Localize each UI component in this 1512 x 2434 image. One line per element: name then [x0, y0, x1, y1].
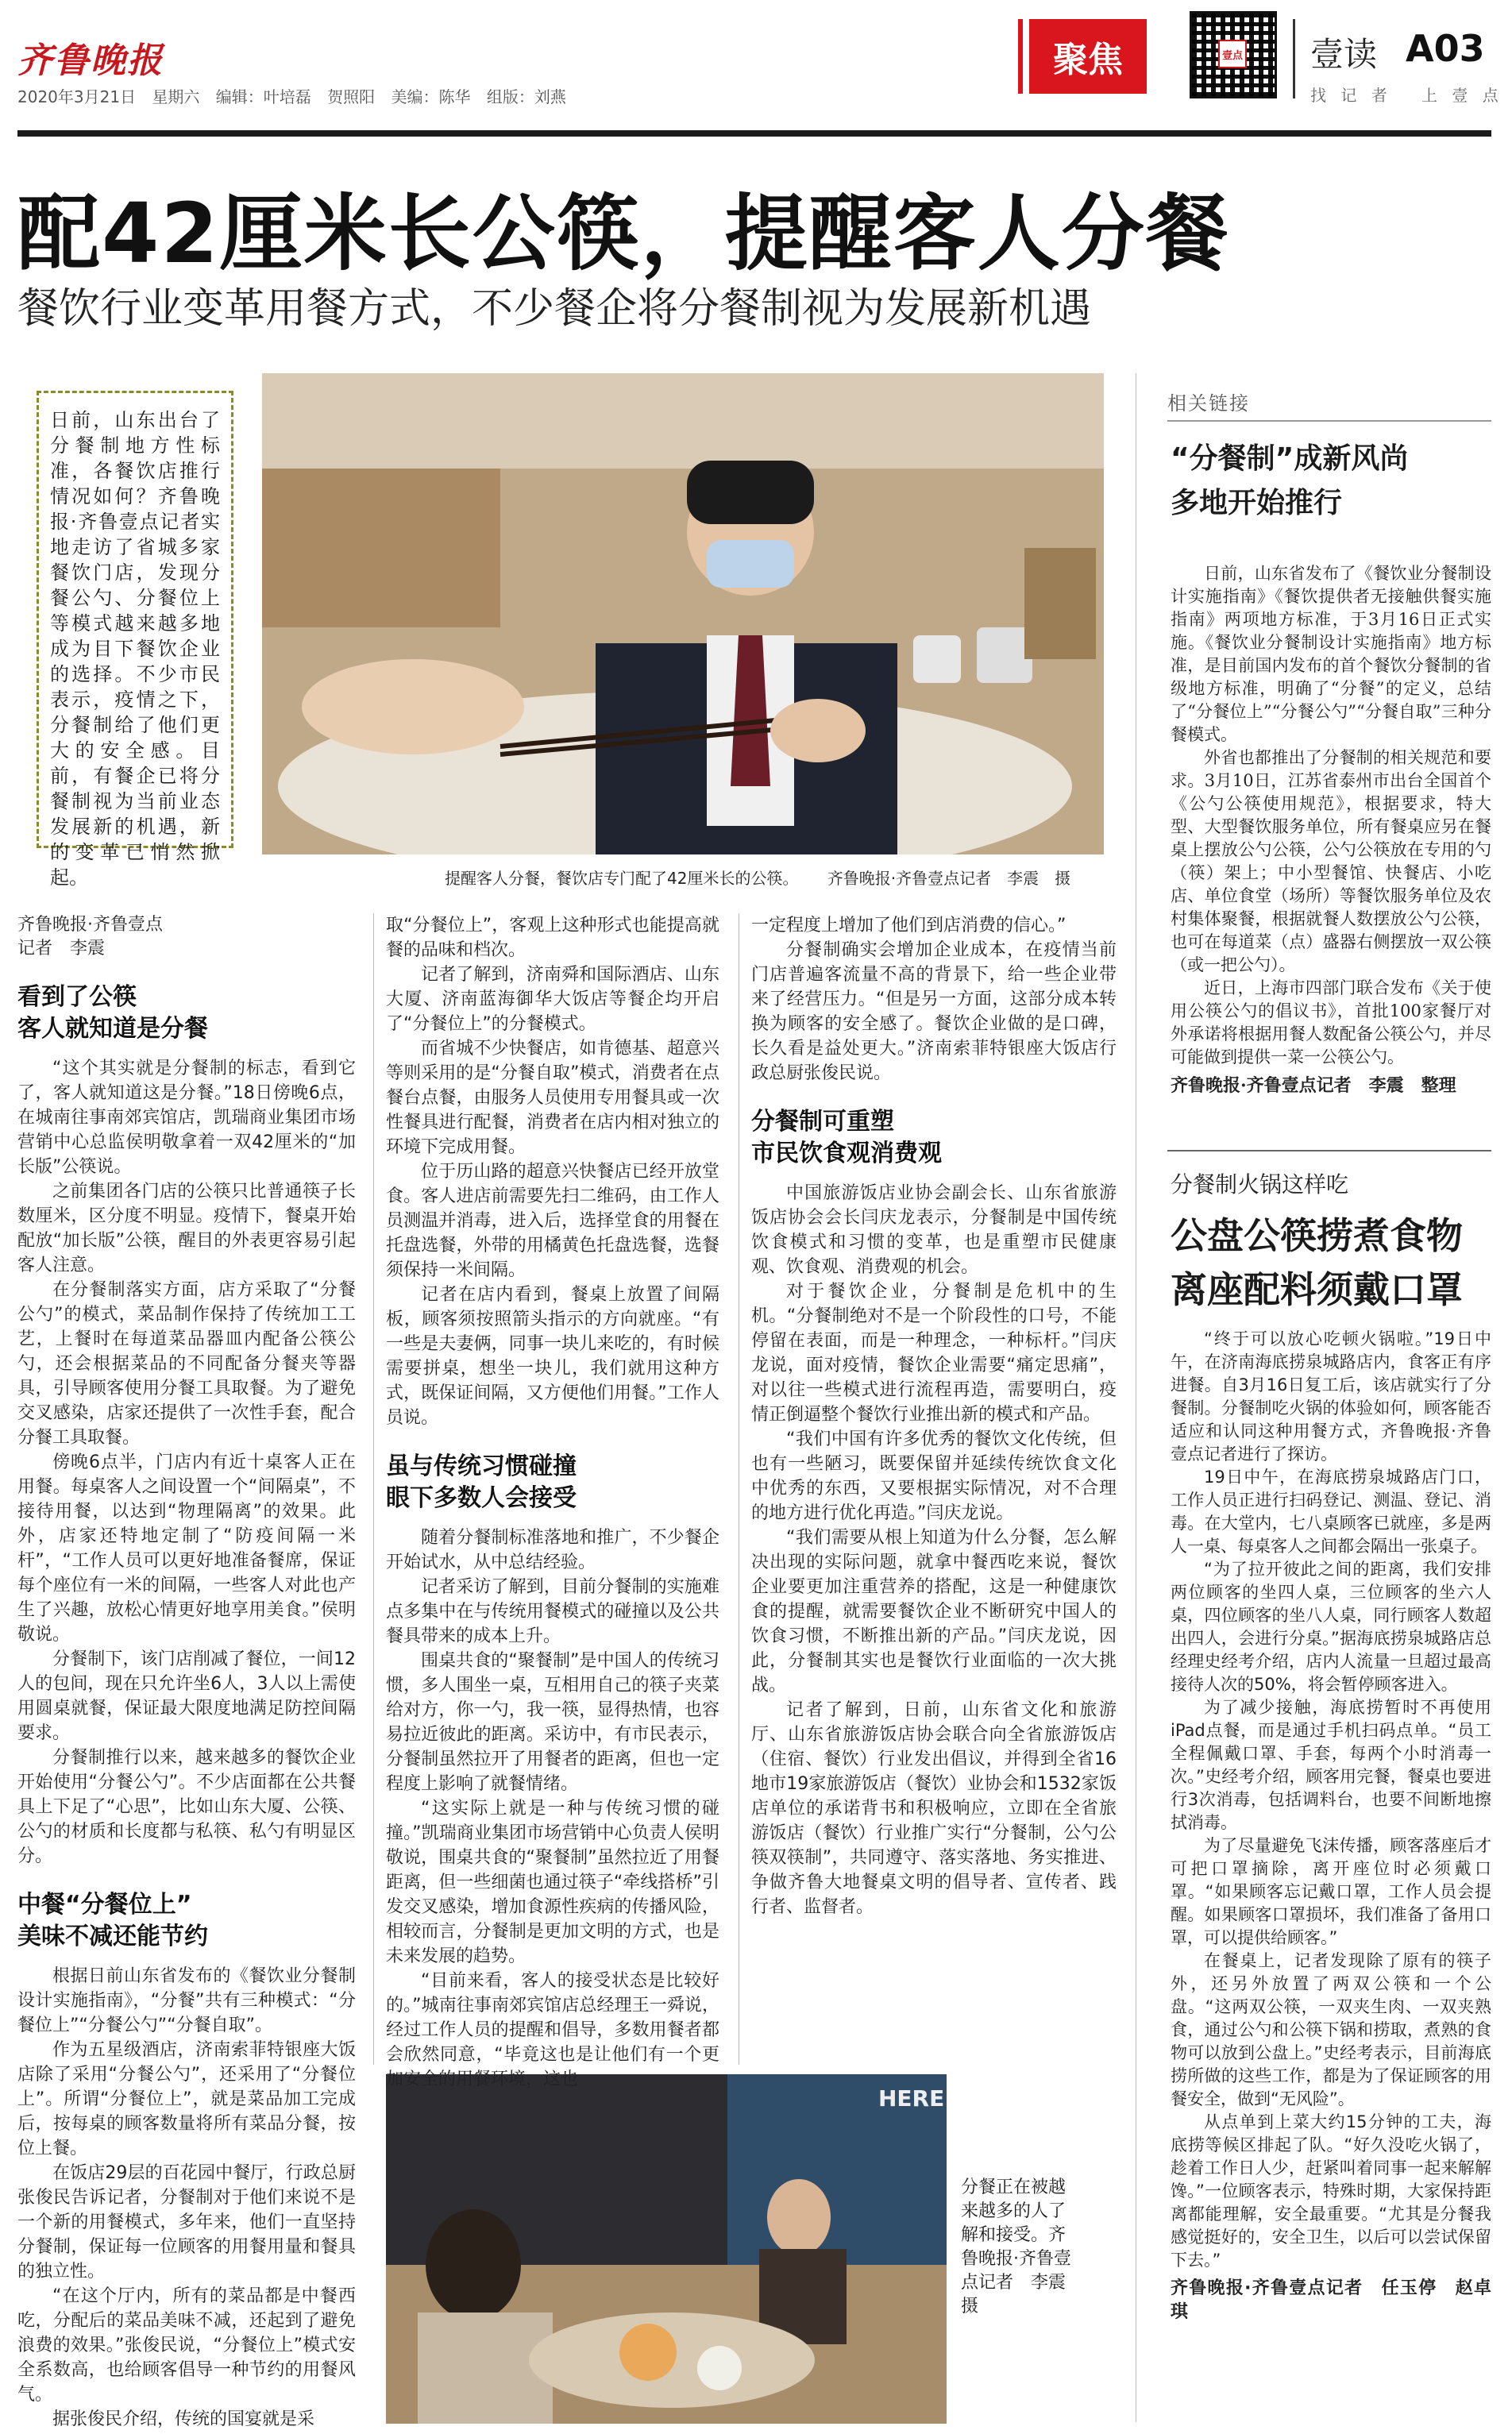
- photo1-caption: [445, 866, 1070, 889]
- column-1: [17, 913, 356, 2432]
- paragraph: 在分餐制落实方面，店方采取了“分餐公勺”的模式，菜品制作保持了传统加工工艺，上餐时在每道菜品器皿内配备公筷公勺，还会根据菜品的不同配备分餐夹等器具，引导顾客使用分餐工具取餐。为了避免交叉感染，店家还提供了一次性手套，配合分餐工具取餐。: [17, 1280, 356, 1448]
- paragraph: “终于可以放心吃顿火锅啦。”19日中午，在济南海底捞泉城路店内，食客正有序进餐。自3月16日复工后，该店就实行了分餐制。分餐制吃火锅的体验如何，顾客能否适应和认同这种用餐方式，齐鲁晚报·齐鲁壹点记者进行了探访。: [1171, 1329, 1491, 1464]
- paragraph: 记者采访了解到，目前分餐制的实施难点多集中在与传统用餐模式的碰撞以及公共餐具带来的成本上升。: [386, 1577, 719, 1646]
- paragraph: 日前，山东省发布了《餐饮业分餐制设计实施指南》《餐饮提供者无接触供餐实施指南》两项地方标准，于3月16日正式实施。《餐饮业分餐制设计实施指南》地方标准，是目前国内发布的首个餐饮分餐制的省级地方标准，明确了“分餐”的定义，总结了“分餐位上”“分餐公勺”“分餐自取”三种分餐模式。: [1171, 564, 1491, 744]
- paragraph: 分餐制推行以来，越来越多的餐饮企业开始使用“分餐公勺”。不少店面都在公共餐具上下足了“心思”，比如山东大厦、公筷、公勺的材质和长度都与私筷、私勺有明显区分。: [17, 1748, 356, 1866]
- qr-center-label: 壹点: [1218, 40, 1247, 68]
- sidebar-sign-1: 齐鲁晚报·齐鲁壹点记者 李震 整理: [1171, 1075, 1456, 1096]
- column-rule-1: [373, 913, 374, 2065]
- paragraph: “我们中国有许多优秀的餐饮文化传统，但也有一些陋习，既要保留并延续传统饮食文化中优秀的东西，又要根据实际情况，对不合理的地方进行优化再造。”闫庆龙说。: [751, 1429, 1117, 1523]
- col1-heading-1: 看到了公筷 客人就知道是分餐: [17, 983, 208, 1043]
- photo1-caption-text: 提醒客人分餐，餐饮店专门配了42厘米长的公筷。: [445, 869, 799, 888]
- sidebar-kicker-2: 分餐制火锅这样吃: [1171, 1171, 1349, 1198]
- paragraph: 在饭店29层的百花园中餐厅，行政总厨张俊民告诉记者，分餐制对于他们来说不是一个新的用餐模式，多年来，他们一直坚持分餐制，保证每一位顾客的用餐用量和餐具的独立性。: [17, 2163, 356, 2282]
- col3-heading-1: 分餐制可重塑 市民饮食观消费观: [751, 1108, 942, 1167]
- issue-weekday: 星期六: [152, 87, 200, 106]
- photo2-caption: 分餐正在被越来越多的人了解和接受。齐鲁晚报·齐鲁壹点记者 李震 摄: [961, 2177, 1084, 2316]
- paragraph: 对于餐饮企业，分餐制是危机中的生机。“分餐制绝对不是一个阶段性的口号，不能停留在表面，而是一种理念，一种标杆。”闫庆龙说，面对疫情，餐饮企业需要“痛定思痛”，对以往一些模式进行流程再造，需要明白，疫情正倒逼整个餐饮行业推出新的模式和产品。: [751, 1282, 1117, 1425]
- photo-illustration: [262, 373, 1104, 854]
- paragraph: 根据日前山东省发布的《餐饮业分餐制设计实施指南》，“分餐”共有三种模式：“分餐位上”“分餐公勺”“分餐自取”。: [17, 1966, 356, 2035]
- paragraph: 为了减少接触，海底捞暂时不再使用iPad点餐，而是通过手机扫码点单。“员工全程佩戴口罩、手套，每两个小时消毒一次。”史经考介绍，顾客用完餐，餐桌也要进行3次消毒，包括调料台，也要不间断地擦拭消毒。: [1171, 1698, 1491, 1832]
- sidebar-story-2: [1171, 1328, 1491, 2324]
- column-2: [386, 913, 719, 2092]
- sidebar-sign-2: 齐鲁晚报·齐鲁壹点记者 任玉停 赵卓琪: [1171, 2278, 1491, 2322]
- photo1-credit: 齐鲁晚报·齐鲁壹点记者 李震 摄: [827, 869, 1071, 888]
- section-name: 壹读: [1310, 35, 1378, 74]
- paragraph: 分餐制确实会增加企业成本，在疫情当前门店普遍客流量不高的背景下，给一些企业带来了经营压力。“但是另一方面，这部分成本转换为顾客的安全感了。餐饮企业做的是口碑，长久看是益处更大。”济南索菲特银座大饭店行政总厨张俊民说。: [751, 940, 1117, 1083]
- photo2-sign: HERE: [878, 2085, 945, 2112]
- paragraph: 从点单到上菜大约15分钟的工夫，海底捞等候区排起了队。“好久没吃火锅了，趁着工作日人少，赶紧叫着同事一起来解解馋。”一位顾客表示，特殊时期，大家保持距离都能理解，安全最重要。“尤其是分餐我感觉挺好的，安全卫生，以后可以尝试保留下去。”: [1171, 2112, 1491, 2270]
- art-credit: 美编：陈华: [391, 87, 471, 106]
- photo-diners: [386, 2074, 947, 2424]
- paragraph: 傍晚6点半，门店内有近十桌客人正在用餐。每桌客人之间设置一个“间隔桌”，不接待用餐，以达到“物理隔离”的效果。此外，店家还特地定制了“防疫间隔一米杆”，“工作人员可以更好地准备餐席，保证每个座位有一米的间隔，一些客人对此也产生了兴趣，放松心情更好地享用美食。”侯明敬说。: [17, 1452, 356, 1645]
- issue-date: 2020年3月21日: [17, 87, 137, 106]
- subtag-right: 上 壹 点: [1421, 86, 1503, 105]
- paragraph: “为了拉开彼此之间的距离，我们安排两位顾客的坐四人桌，三位顾客的坐六人桌，四位顾客的坐八人桌，同行顾客人数超出四人，会进行分桌。”据海底捞泉城路店总经理史经考介绍，店内人流量一旦超过最高接待人次的50%，将会暂停顾客进入。: [1171, 1560, 1491, 1694]
- paragraph: “我们需要从根上知道为什么分餐，怎么解决出现的实际问题，就拿中餐西吃来说，餐饮企业要更加注重营养的搭配，这是一种健康饮食的提醒，就需要餐饮企业不断研究中国人的饮食习惯，不断推出新的产品。”闫庆龙说，因此，分餐制其实也是餐饮行业面临的一次大挑战。: [751, 1528, 1117, 1695]
- col1-byline: 齐鲁晚报·齐鲁壹点 记者 李震: [17, 915, 163, 959]
- sidebar-title-2: 公盘公筷捞煮食物 离座配料须戴口罩: [1171, 1214, 1463, 1311]
- photo2-illustration: [386, 2074, 947, 2424]
- paragraph: “在这个厅内，所有的菜品都是中餐西吃，分配后的菜品美味不减，还起到了避免浪费的效果。”张俊民说，“分餐位上”模式安全系数高，也给顾客倡导一种节约的用餐风气。: [17, 2286, 356, 2405]
- dateline: [17, 84, 577, 107]
- sidebar-divider: [1167, 1150, 1491, 1151]
- sub-headline: 餐饮行业变革用餐方式，不少餐企将分餐制视为发展新机遇: [17, 285, 1092, 333]
- paragraph: 外省也都推出了分餐制的相关规范和要求。3月10日，江苏省泰州市出台全国首个《公勺公筷使用规范》，根据要求，特大型、大型餐饮服务单位，所有餐桌应另在餐桌上摆放公勺公筷，公勺公筷放在专用的勺（筷）架上；中小型餐馆、快餐店、小吃店、单位食堂（场所）等餐饮服务单位及农村集体聚餐，根据就餐人数摆放公勺公筷，也可在每道菜（点）盛器右侧摆放一双公筷（或一把公勺）。: [1171, 748, 1491, 974]
- header-divider: [1293, 19, 1295, 98]
- proof-credit: 贺照阳: [327, 87, 376, 106]
- sidebar-title-1: “分餐制”成新风尚 多地开始推行: [1171, 442, 1409, 519]
- photo-waiter-chopsticks: [262, 373, 1104, 854]
- paragraph: 记者在店内看到，餐桌上放置了间隔板，顾客须按照箭头指示的方向就座。“有一些是夫妻俩，同事一块儿来吃的，有时候需要拼桌，想坐一块儿，我们就用这种方式，既保证间隔，又方便他们用餐。”工作人员说。: [386, 1285, 719, 1428]
- layout-credit: 组版：刘燕: [486, 87, 566, 106]
- paragraph: 而省城不少快餐店，如肯德基、超意兴等则采用的是“分餐自取”模式，消费者在点餐台点餐，由服务人员使用专用餐具或一次性餐具进行配餐，消费者在店内相对独立的环境下完成用餐。: [386, 1039, 719, 1157]
- column-3: [751, 913, 1117, 1919]
- paragraph: 位于历山路的超意兴快餐店已经开放堂食。客人进店前需要先扫二维码，由工作人员测温并消毒，进入后，选择堂食的用餐在托盘选餐，外带的用橘黄色托盘选餐，选餐须保持一米间隔。: [386, 1162, 719, 1280]
- lead-box: 日前，山东出台了分餐制地方性标准，各餐饮店推行情况如何？齐鲁晚报·齐鲁壹点记者实地走访了省城多家餐饮门店，发现分餐公勺、分餐位上等模式越来越多地成为目下餐饮企业的选择。不少市民表示，疫情之下，分餐制给了他们更大的安全感。目前，有餐企已将分餐制视为当前业态发展新的机遇，新的变革已悄然掀起。: [37, 391, 233, 848]
- paragraph: 一定程度上增加了他们到店消费的信心。”: [751, 916, 1066, 935]
- header-rule: [17, 130, 1491, 137]
- col2-heading-1: 虽与传统习惯碰撞 眼下多数人会接受: [386, 1452, 577, 1512]
- paragraph: 围桌共食的“聚餐制”是中国人的传统习惯，多人围坐一桌，互相用自己的筷子夹菜给对方，你一勺，我一筷，显得热情，也容易拉近彼此的距离。采访中，有市民表示，分餐制虽然拉开了用餐者的距离，但也一定程度上影响了就餐情绪。: [386, 1651, 719, 1794]
- paragraph: 据张俊民介绍，传统的国宴就是采: [52, 2409, 315, 2429]
- page-number: A03: [1406, 27, 1485, 70]
- editor-credit: 编辑：叶培磊: [215, 87, 311, 106]
- focus-tag: 聚焦: [1029, 19, 1147, 94]
- paragraph: 取“分餐位上”，客观上这种形式也能提高就餐的品味和档次。: [386, 916, 719, 960]
- related-link-label: 相关链接: [1167, 388, 1491, 422]
- paragraph: 作为五星级酒店，济南索菲特银座大饭店除了采用“分餐公勺”，还采用了“分餐位上”。所谓“分餐位上”，就是菜品加工完成后，按每桌的顾客数量将所有菜品分餐，按位上餐。: [17, 2040, 356, 2158]
- paragraph: 在餐桌上，记者发现除了原有的筷子外，还另外放置了两双公筷和一个公盘。“这两双公筷，一双夹生肉、一双夹熟食，通过公勺和公筷下锅和捞取，煮熟的食物可以放到公盘上。”史经考表示，目前海底捞所做的这些工作，都是为了保证顾客的用餐安全，做到“无风险”。: [1171, 1951, 1491, 2108]
- subtag-left: 找 记 者: [1310, 86, 1392, 105]
- paragraph: 为了尽量避免飞沫传播，顾客落座后才可把口罩摘除，离开座位时必须戴口罩。“如果顾客忘记戴口罩，工作人员会提醒。如果顾客口罩损坏，我们准备了备用口罩，可以提供给顾客。”: [1171, 1836, 1491, 1947]
- paragraph: 分餐制下，该门店削减了餐位，一间12人的包间，现在只允许坐6人，3人以上需使用圆桌就餐，保证最大限度地满足防控间隔要求。: [17, 1649, 356, 1743]
- paragraph: 19日中午，在海底捞泉城路店门口，工作人员正进行扫码登记、测温、登记、消毒。在大堂内，七八桌顾客已就座，多是两人一桌、每桌客人之间都会隔出一张桌子。: [1171, 1468, 1491, 1556]
- paragraph: 随着分餐制标准落地和推广，不少餐企开始试水，从中总结经验。: [386, 1528, 719, 1572]
- paragraph: “这个其实就是分餐制的标志，看到它了，客人就知道这是分餐。”18日傍晚6点，在城南往事南郊宾馆店，凯瑞商业集团市场营销中心总监侯明敬拿着一双42厘米的“加长版”公筷说。: [17, 1059, 356, 1177]
- sidebar-story-1: [1171, 562, 1491, 1097]
- paragraph: “目前来看，客人的接受状态是比较好的。”城南往事南郊宾馆店总经理王一舜说，经过工作人员的提醒和倡导，多数用餐者都会欣然同意，“毕竟这也是让他们有一个更加安全的用餐环境，这也: [386, 1971, 719, 2089]
- paragraph: 记者了解到，济南舜和国际酒店、山东大厦、济南蓝海御华大饭店等餐企均开启了“分餐位上”的分餐模式。: [386, 965, 719, 1034]
- paragraph: 中国旅游饭店业协会副会长、山东省旅游饭店协会会长闫庆龙表示，分餐制是中国传统饮食模式和习惯的变革，也是重塑市民健康观、饮食观、消费观的机会。: [751, 1183, 1117, 1277]
- paragraph: 之前集团各门店的公筷只比普通筷子长数厘米，区分度不明显。疫情下，餐桌开始配放“加长版”公筷，醒目的外表更容易引起客人注意。: [17, 1182, 356, 1275]
- masthead-logo: 齐鲁晚报: [17, 41, 164, 81]
- col1-heading-2: 中餐“分餐位上” 美味不减还能节约: [17, 1891, 208, 1950]
- main-headline: 配42厘米长公筷，提醒客人分餐: [17, 185, 1230, 282]
- paragraph: 近日，上海市四部门联合发布《关于使用公筷公勺的倡议书》，首批100家餐厅对外承诺将根据用餐人数配备公筷公勺，并尽可能做到提供一菜一公筷公勺。: [1171, 978, 1491, 1067]
- paragraph: 记者了解到，日前，山东省文化和旅游厅、山东省旅游饭店协会联合向全省旅游饭店（住宿、餐饮）行业发出倡议，并得到全省16地市19家旅游饭店（餐饮）业协会和1532家饭店单位的承诺背书和积极响应，立即在全省旅游饭店（餐饮）行业推广实行“分餐制，公勺公筷双筷制”，共同遵守、落实落地、务实推进、争做齐鲁大地餐桌文明的倡导者、宣传者、践行者、监督者。: [751, 1700, 1117, 1917]
- paragraph: “这实际上就是一种与传统习惯的碰撞。”凯瑞商业集团市场营销中心负责人侯明敬说，围桌共食的“聚餐制”虽然拉近了用餐距离，但一些细菌也通过筷子“牵线搭桥”引发交叉感染，增加食源性疾病的传播风险，相较而言，分餐制是更加文明的方式，也是未来发展的趋势。: [386, 1799, 719, 1966]
